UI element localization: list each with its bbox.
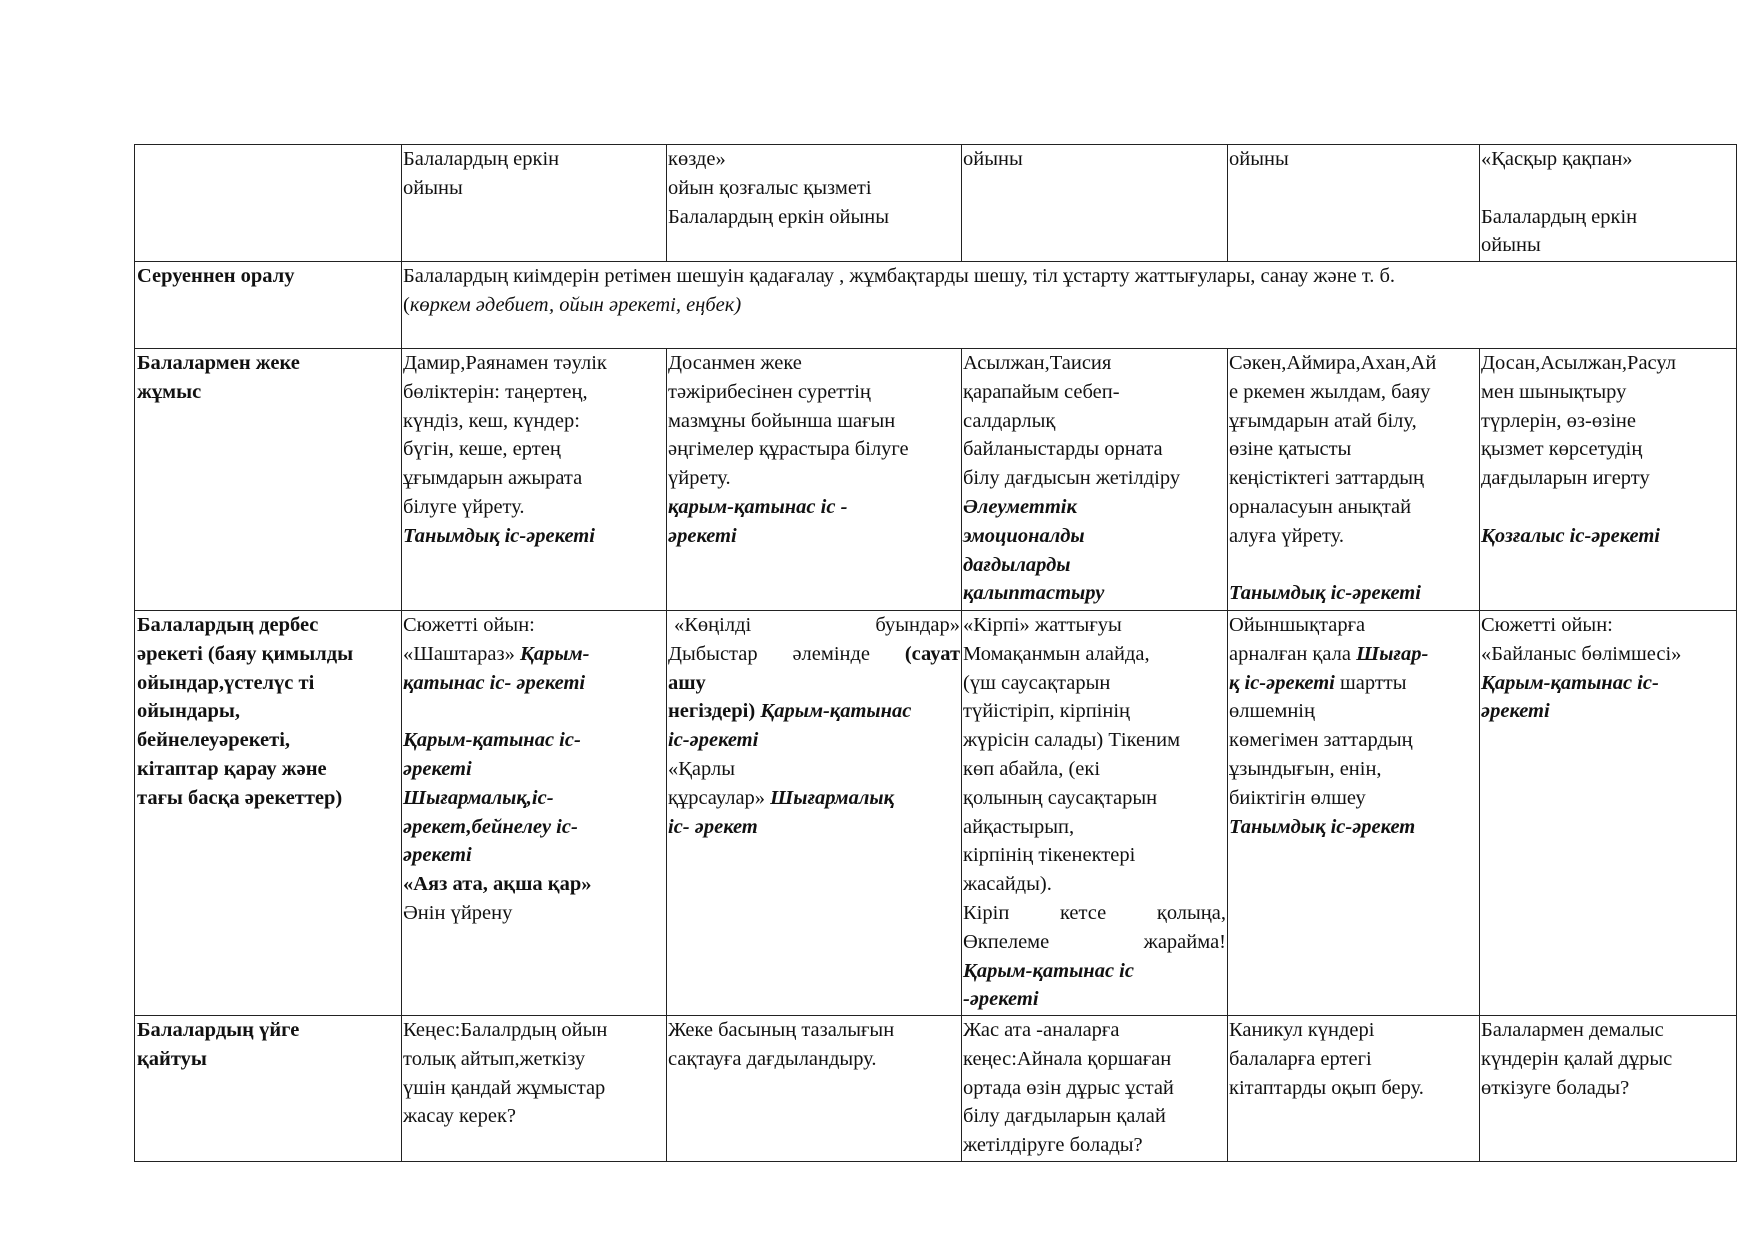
table-cell: ойыны xyxy=(1228,145,1480,262)
table-cell: көзде» ойын қозғалыс қызметі Балалардың еркін ойыны xyxy=(667,145,962,262)
table-cell: «Қасқыр қақпан» Балалардың еркін ойыны xyxy=(1480,145,1737,262)
table-cell: Балалардың еркін ойыны xyxy=(402,145,667,262)
daily-plan-table xyxy=(134,144,1737,1162)
lesson-plan-page xyxy=(134,144,1736,1162)
row-head-cell: Балалардың дербес әрекеті (баяу қимылды ойындар,үстелүс ті ойындары, бейнелеуәрекеті, кітаптар қарау және тағы басқа әрекеттер) xyxy=(135,611,402,1016)
row-head-cell: Серуеннен оралу xyxy=(135,262,402,349)
table-cell: Кеңес:Балалрдың ойын толық айтып,жеткізу үшін қандай жұмыстар жасау керек? xyxy=(402,1016,667,1162)
table-cell: Ойыншықтарға арналған қала Шығар- қ іс-әрекеті шартты өлшемнің көмегімен заттардың ұзындығын, енін, биіктігін өлшеу Танымдық іс-әрекет xyxy=(1228,611,1480,1016)
row-head-cell xyxy=(135,145,402,262)
table-row xyxy=(135,1016,1737,1162)
table-row xyxy=(135,145,1737,262)
table-cell: «Көңілді буындар» Дыбыстар әлемінде (сауат ашу негіздері) Қарым-қатынас іс-әрекеті «Қарлы құрсаулар» Шығармалық іс- әрекет xyxy=(667,611,962,1016)
table-cell: Асылжан,Таисия қарапайым себеп- салдарлық байланыстарды орната білу дағдысын жетілдіру Әлеуметтік эмоционалды дағдыларды қалыптастыру xyxy=(962,349,1228,611)
table-cell: Сюжетті ойын: «Байланыс бөлімшесі» Қарым-қатынас іс- әрекеті xyxy=(1480,611,1737,1016)
table-cell: «Кірпі» жаттығуы Момақанмын алайда, (үш саусақтарын түйістіріп, кірпінің жүрісін салады) Тікеним көп абайла, (екі қолының саусақтарын айқастырып, кірпінің тікенектері жасайды). Кіріп кетсе қолыңа, Өкпелеме жарайма! Қарым-қатынас іс -әрекеті xyxy=(962,611,1228,1016)
table-row xyxy=(135,349,1737,611)
table-cell: Досанмен жеке тәжірибесінен суреттің мазмұны бойынша шағын әңгімелер құрастыра білуге үйрету. қарым-қатынас іс - әрекеті xyxy=(667,349,962,611)
table-cell: Жеке басының тазалығын сақтауға дағдыландыру. xyxy=(667,1016,962,1162)
table-cell: Балалармен демалыс күндерін қалай дұрыс өткізуге болады? xyxy=(1480,1016,1737,1162)
table-cell: Жас ата -аналарға кеңес:Айнала қоршаған ортада өзін дұрыс ұстай білу дағдыларын қалай жетілдіруге болады? xyxy=(962,1016,1228,1162)
table-cell: ойыны xyxy=(962,145,1228,262)
table-cell: Сәкен,Аймира,Ахан,Ай е ркемен жылдам, баяу ұғымдарын атай білу, өзіне қатысты кеңістіктегі заттардың орналасуын анықтай алуға үйрету. Танымдық іс-әрекеті xyxy=(1228,349,1480,611)
table-cell: Сюжетті ойын: «Шаштараз» Қарым- қатынас іс- әрекеті Қарым-қатынас іс- әрекеті Шығармалық,іс- әрекет,бейнелеу іс- әрекеті «Аяз ата, ақша қар» Әнін үйрену xyxy=(402,611,667,1016)
row-head-cell: Балалармен жеке жұмыс xyxy=(135,349,402,611)
table-row xyxy=(135,611,1737,1016)
table-cell: Досан,Асылжан,Расул мен шынықтыру түрлерін, өз-өзіне қызмет көрсетудің дағдыларын игерту Қозғалыс іс-әрекеті xyxy=(1480,349,1737,611)
table-cell: Каникул күндері балаларға ертегі кітаптарды оқып беру. xyxy=(1228,1016,1480,1162)
table-cell: Балалардың киімдерін ретімен шешуін қадағалау , жұмбақтарды шешу, тіл ұстарту жаттығулары, санау және т. б. (көркем әдебиет, ойын әрекеті, еңбек) xyxy=(402,262,1737,349)
table-row xyxy=(135,262,1737,349)
table-cell: Дамир,Раянамен тәулік бөліктерін: таңертең, күндіз, кеш, күндер: бүгін, кеше, ертең ұғымдарын ажырата білуге үйрету. Танымдық іс-әрекеті xyxy=(402,349,667,611)
row-head-cell: Балалардың үйге қайтуы xyxy=(135,1016,402,1162)
